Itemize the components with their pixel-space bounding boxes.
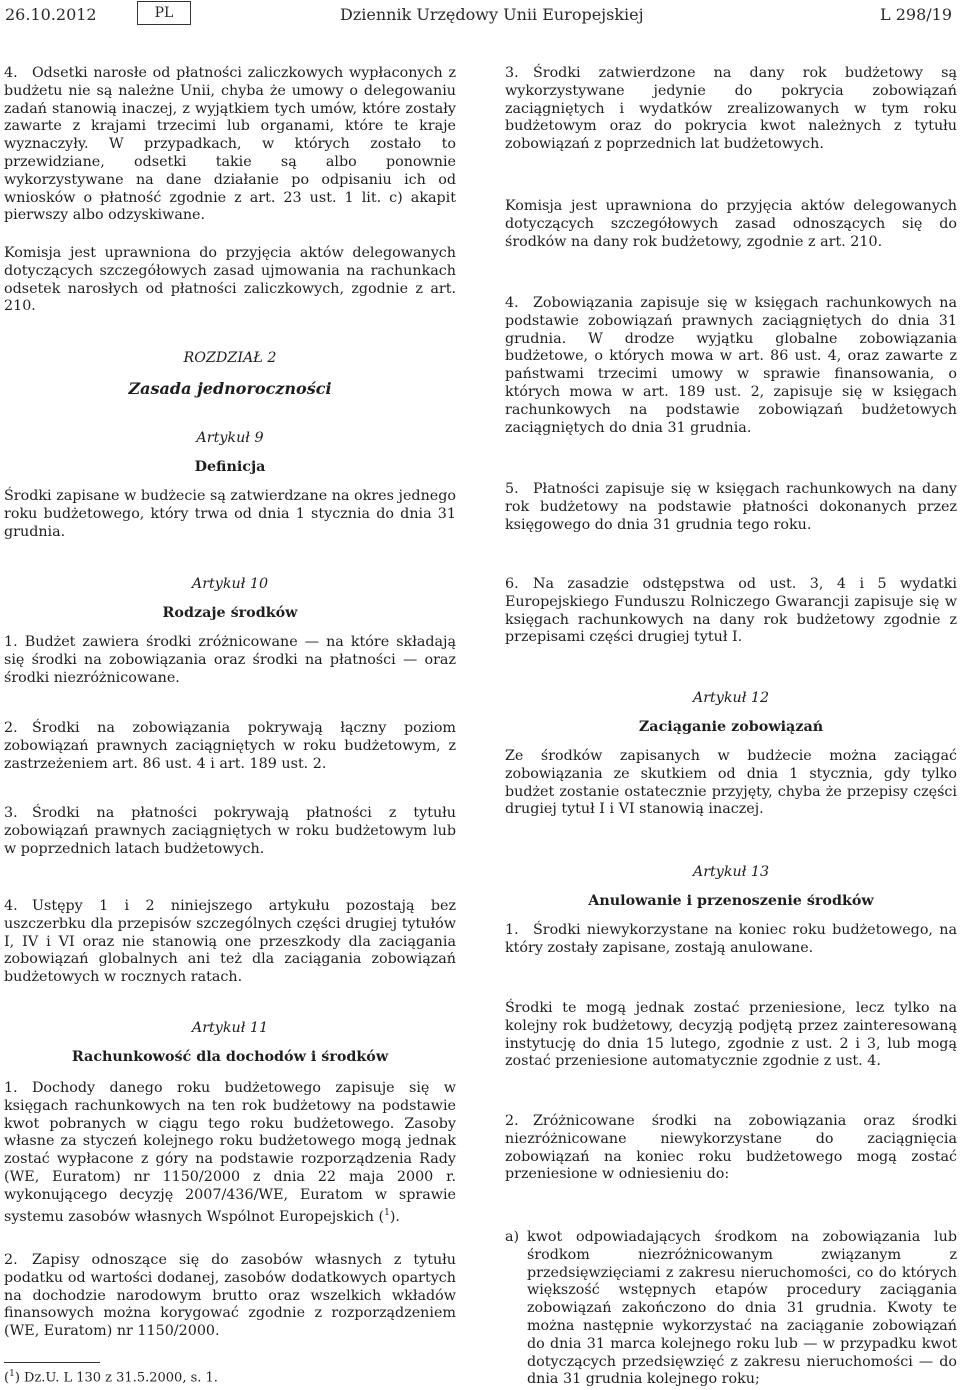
article-11-paragraph-1-end: ). (389, 1208, 400, 1225)
paragraph-6: 6. Na zasadzie odstępstwa od ust. 3, 4 i 5 wydatki Europejskiego Funduszu Rolniczego Gwarancji zapisuje się w księgach rachunkowych na dany rok budżetowy zgodnie z przepisami części drugiej tytuł I. (505, 576, 957, 646)
article-12-label: Artykuł 12 (692, 690, 770, 706)
article-9-label: Artykuł 9 (196, 430, 264, 446)
article-10-title: Rodzaje środków (162, 605, 298, 621)
paragraph-5: 5. Płatności zapisuje się w księgach rachunkowych na dany rok budżetowy na podstawie płatności dokonanych przez księgowego do dnia 31 grudnia tego roku. (505, 481, 957, 533)
article-13-title: Anulowanie i przenoszenie środków (588, 893, 874, 909)
article-13-paragraph-1: 1. Środki niewykorzystane na koniec roku budżetowego, na który zostały zapisane, zostają anulowane. (505, 922, 957, 956)
article-11-paragraph-1 (4, 1080, 456, 1226)
article-10-paragraph-2: 2. Środki na zobowiązania pokrywają łączny poziom zobowiązań prawnych zaciągniętych w roku budżetowym, z zastrzeżeniem art. 86 ust. 4 i art. 189 ust. 2. (4, 720, 456, 772)
article-12-title: Zaciąganie zobowiązań (638, 719, 824, 735)
article-11-paragraph-2: 2. Zapisy odnoszące się do zasobów własnych z tytułu podatku od wartości dodanej, zasobów dodatkowych opartych na dochodzie narodowym brutto oraz wszelkich wkładów finansowych można korygować zgodnie z rozporządzeniem (WE, Euratom) nr 1150/2000. (4, 1252, 456, 1340)
article-11-label: Artykuł 11 (191, 1020, 269, 1036)
article-12-text: Ze środków zapisanych w budżecie można zaciągać zobowiązania ze skutkiem od dnia 1 stycznia, gdy tylko budżet zostanie ostatecznie przyjęty, chyba że przepisy części drugiej tytuł I i VI stanowią inaczej. (505, 748, 957, 818)
chapter-title: Zasada jednoroczności (128, 379, 332, 398)
footnote-divider (4, 1362, 100, 1363)
article-11-title: Rachunkowość dla dochodów i środków (71, 1049, 389, 1065)
paragraph-komisja: Komisja jest uprawniona do przyjęcia aktów delegowanych dotyczących szczegółowych zasad odnoszących się do środków na dany rok budżetowy, zgodnie z art. 210. (505, 198, 957, 250)
article-10-paragraph-3: 3. Środki na płatności pokrywają płatności z tytułu zobowiązań prawnych zaciągniętych w roku budżetowym lub w poprzednich latach budżetowych. (4, 805, 456, 857)
footnote: ($^1$) Dz.U. L 130 z 31.5.2000, s. 1. (4, 1369, 218, 1386)
paragraph-4: 4. Zobowiązania zapisuje się w księgach rachunkowych na podstawie zobowiązań prawnych zaciągniętych do dnia 31 grudnia. W drodze wyjątku globalne zobowiązania budżetowe, o których mowa w art. 86 ust. 4, oraz zawarte z państwami trzecimi umowy w sprawie finansowania, o których mowa w art. 189 ust. 2, zapisuje się w księgach rachunkowych na podstawie zobowiązań budżetowych zaciągniętych do dnia 31 grudnia. (505, 295, 957, 436)
article-13-paragraph-1b: Środki te mogą jednak zostać przeniesione, lecz tylko na kolejny rok budżetowy, decyzją podjętą przez zainteresowaną instytucję do dnia 15 lutego, zgodnie z ust. 2 i 3, lub mogą zostać przeniesione automatycznie zgodnie z ust. 4. (505, 1000, 957, 1070)
paragraph-3: 3. Środki zatwierdzone na dany rok budżetowy są wykorzystywane jedynie do pokrycia zobowiązań zaciągniętych i wydatków zrealizowanych w tym roku budżetowym oraz do pokrycia kwot należnych z tytułu zobowiązań z poprzednich lat budżetowych. (505, 65, 957, 153)
article-9-title: Definicja (194, 459, 266, 475)
article-13-label: Artykuł 13 (692, 864, 770, 880)
footnote-text: Dz.U. L 130 z 31.5.2000, s. 1. (24, 1370, 218, 1386)
language-code-box: PL (137, 1, 191, 25)
publication-date: 26.10.2012 (5, 5, 97, 24)
list-item-a-label: a) (505, 1229, 520, 1245)
footnote-marker: 1 (9, 1369, 15, 1379)
page-header (0, 0, 960, 36)
footnote-reference: 1 (384, 1207, 390, 1218)
journal-title: Dziennik Urzędowy Unii Europejskiej (340, 5, 644, 24)
article-13-paragraph-2: 2. Zróżnicowane środki na zobowiązania oraz środki niezróżnicowane niewykorzystane do zaciągnięcia zobowiązań na koniec roku budżetowego mogą zostać przeniesione w odniesieniu do: (505, 1113, 957, 1183)
paragraph-komisja: Komisja jest uprawniona do przyjęcia aktów delegowanych dotyczących szczegółowych zasad ujmowania na rachunkach odsetek narosłych od płatności zaliczkowych, zgodnie z art. 210. (4, 245, 456, 315)
article-9-text: Środki zapisane w budżecie są zatwierdzane na okres jednego roku budżetowego, który trwa od dnia 1 stycznia do dnia 31 grudnia. (4, 488, 456, 540)
list-item-a-text: kwot odpowiadających środkom na zobowiązania lub środkom niezróżnicowanym związanym z przedsięwzięciami z zakresu nieruchomości, co do których większość wstępnych etapów procedury zaciągania zobowiązań zakończono do dnia 31 grudnia. Kwoty te można następnie wykorzystać na zaciąganie zobowiązań do dnia 31 marca kolejnego roku lub — w przypadku kwot dotyczących przedsięwzięć z zakresu nieruchomości — do dnia 31 grudnia kolejnego roku; (527, 1229, 957, 1388)
paragraph-4: 4. Odsetki narosłe od płatności zaliczkowych wypłaconych z budżetu nie są należne Unii, chyba że umowy o delegowaniu zadań stanowią inaczej, z wyjątkiem tych umów, które zostały zawarte z krajami trzecimi lub organami, które te kraje wyznaczyły. W przypadkach, w których zostało to przewidziane, odsetki takie są albo ponownie wykorzystywane na dane działanie po odpisaniu ich od wniosków o płatność zgodnie z art. 23 ust. 1 lit. c) akapit pierwszy albo odzyskiwane. (4, 65, 456, 224)
article-10-paragraph-1: 1. Budżet zawiera środki zróżnicowane — na które składają się środki na zobowiązania oraz środki na płatności — oraz środki niezróżnicowane. (4, 634, 456, 686)
chapter-label: ROZDZIAŁ 2 (183, 350, 277, 366)
article-11-paragraph-1-text: 1. Dochody danego roku budżetowego zapisuje się w księgach rachunkowych na ten rok budżetowy na podstawie kwot pobranych w ciągu tego roku budżetowego. Zasoby własne za styczeń kolejnego roku budżetowego mogą jednak zostać wypłacone z góry na podstawie rozporządzenia Rady (WE, Euratom) nr 1150/2000 z dnia 22 maja 2000 r. wykonującego decyzję 2007/436/WE, Euratom w sprawie systemu zasobów własnych Wspólnot Europejskich ( (4, 1080, 456, 1225)
page-reference: L 298/19 (880, 5, 952, 24)
article-10-label: Artykuł 10 (191, 576, 269, 592)
article-10-paragraph-4: 4. Ustępy 1 i 2 niniejszego artykułu pozostają bez uszczerbku dla przepisów szczególnych części drugiej tytułów I, IV i VI oraz nie stanowią one przeszkody dla zaciągania zobowiązań globalnych ani też dla zaciągania zobowiązań budżetowych w rocznych ratach. (4, 898, 456, 986)
